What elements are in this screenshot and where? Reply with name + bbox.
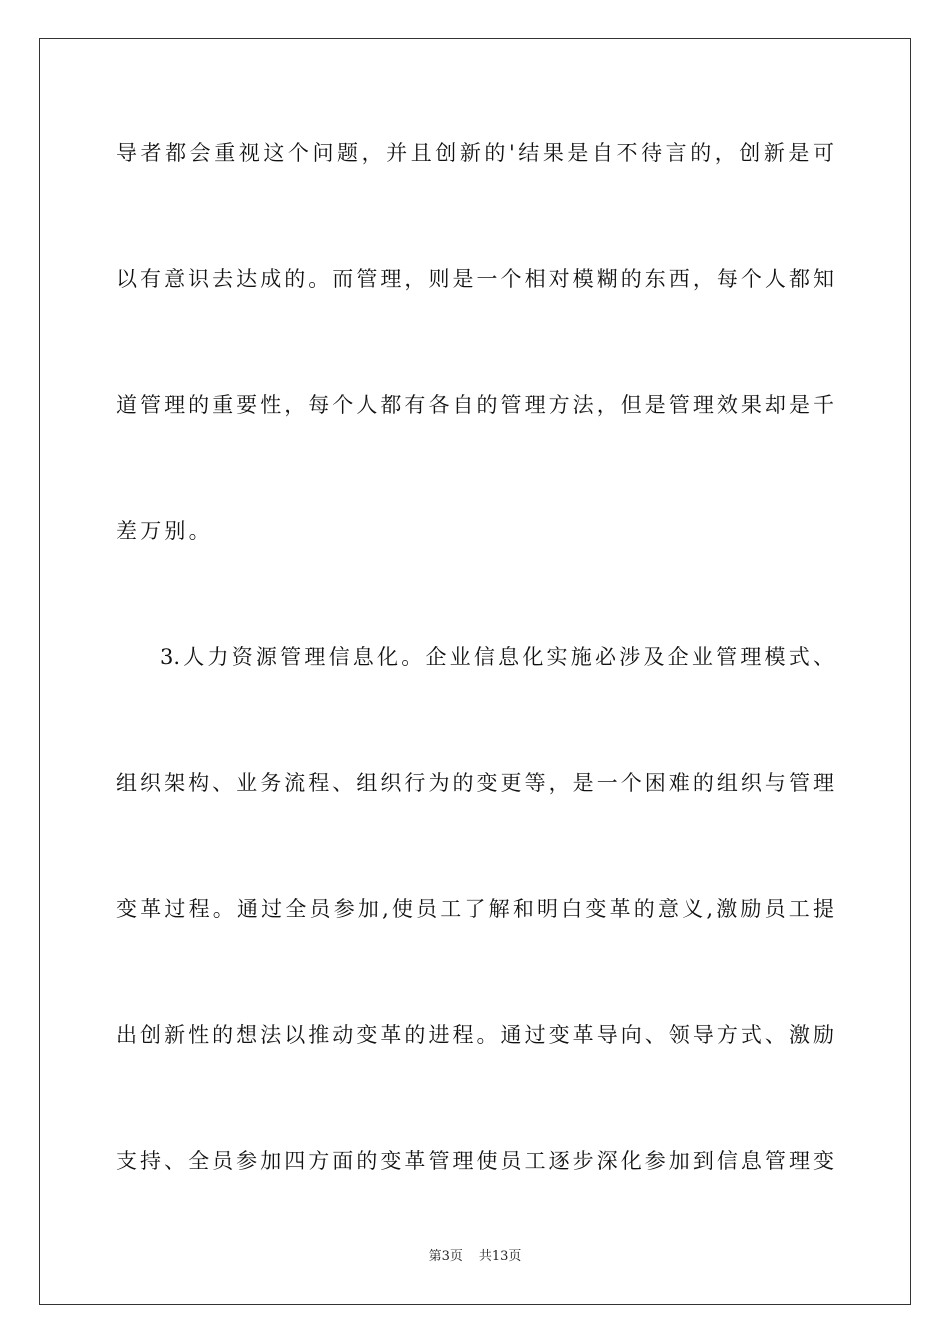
body-line-8: 出创新性的想法以推动变革的进程。通过变革导向、领导方式、激励	[116, 1023, 834, 1047]
body-line-4: 差万别。	[116, 519, 213, 543]
body-line-1: 导者都会重视这个问题，并且创新的'结果是自不待言的，创新是可	[116, 141, 834, 165]
page-number: 第3页	[428, 1249, 463, 1264]
body-line-5: 3.人力资源管理信息化。企业信息化实施必涉及企业管理模式、	[160, 645, 834, 669]
body-line-2: 以有意识去达成的。而管理，则是一个相对模糊的东西，每个人都知	[116, 267, 834, 291]
page-footer	[0, 1248, 950, 1266]
body-line-9: 支持、全员参加四方面的变革管理使员工逐步深化参加到信息管理变	[116, 1149, 834, 1173]
body-line-6: 组织架构、业务流程、组织行为的变更等，是一个困难的组织与管理	[116, 771, 834, 795]
total-pages: 共13页	[478, 1249, 522, 1264]
body-line-3: 道管理的重要性，每个人都有各自的管理方法，但是管理效果却是千	[116, 393, 834, 417]
body-line-7: 变革过程。通过全员参加,使员工了解和明白变革的意义,激励员工提	[116, 897, 834, 921]
